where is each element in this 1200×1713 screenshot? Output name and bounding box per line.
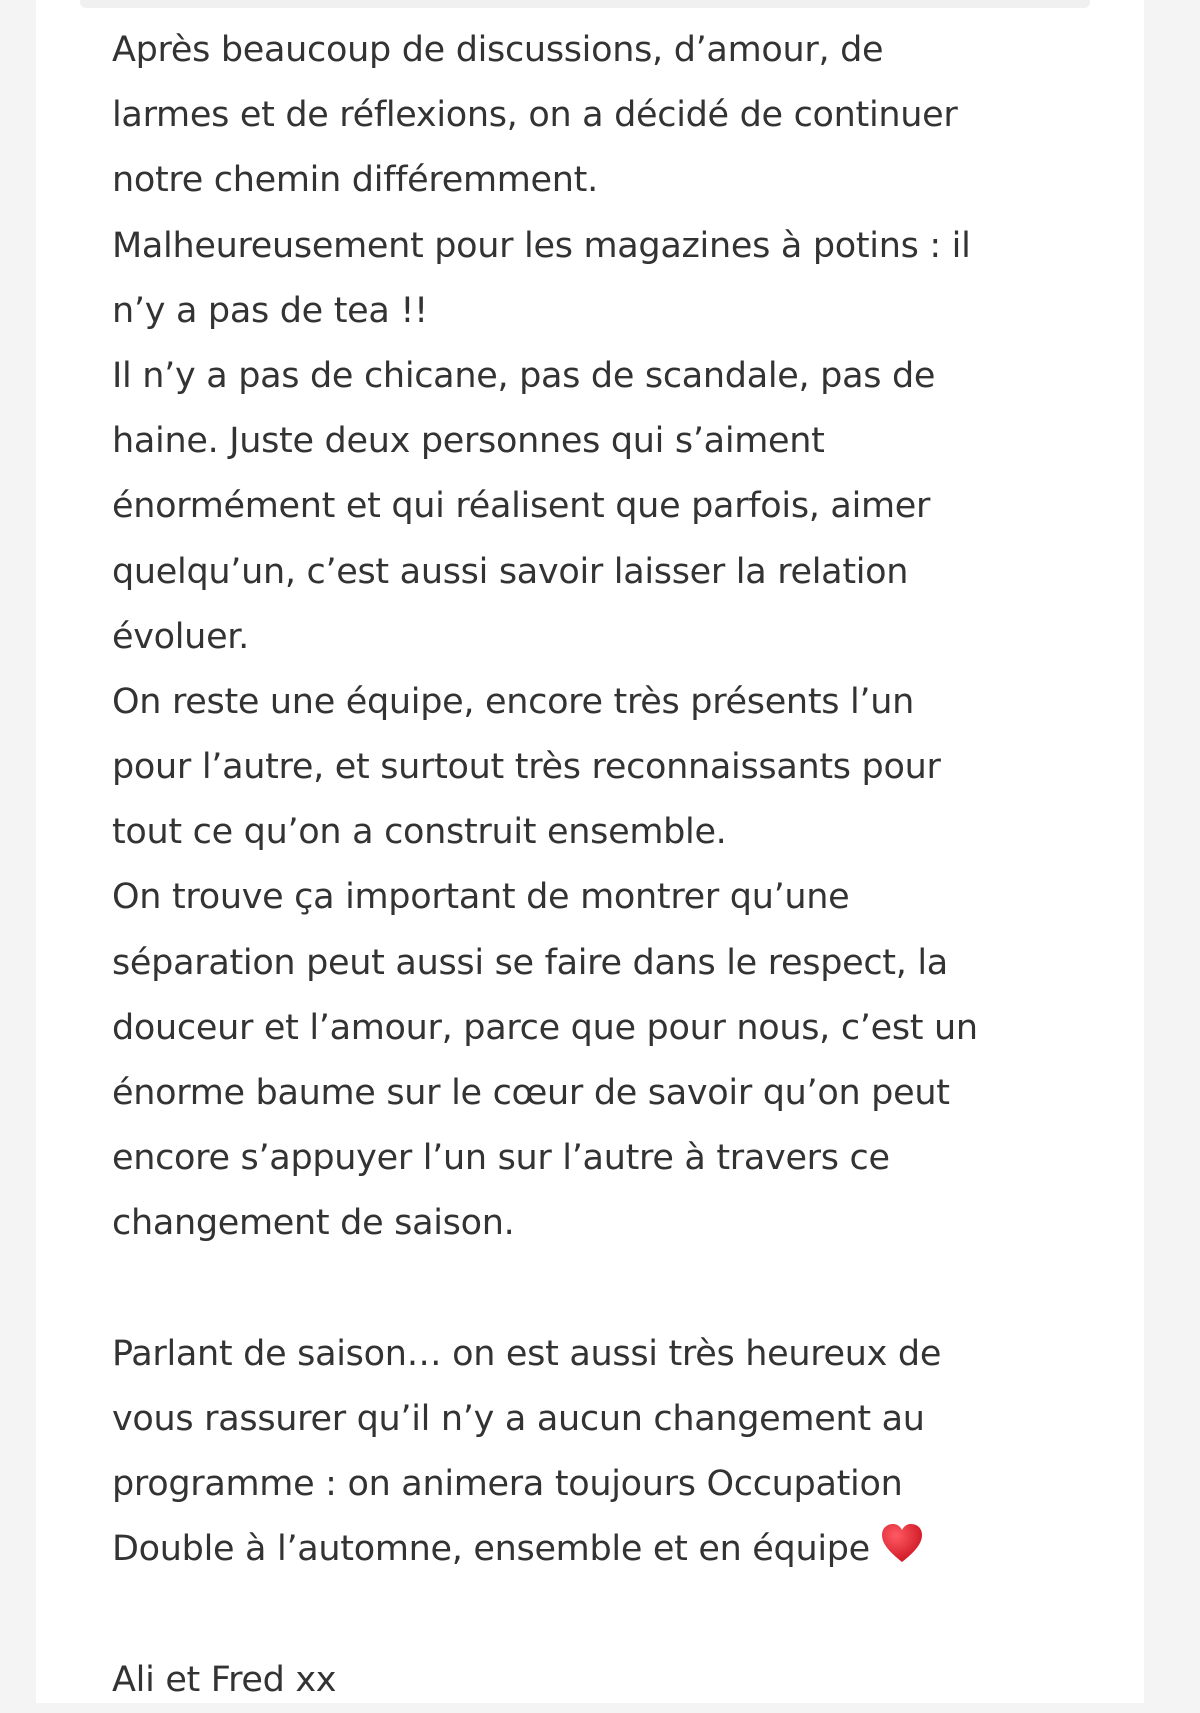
heart-icon — [880, 1521, 924, 1586]
note-line: Après beaucoup de discussions, d’amour, de — [112, 30, 884, 70]
note-line: notre chemin différemment. — [112, 160, 598, 201]
note-line: Il n’y a pas de chicane, pas de scandale, pas de — [112, 355, 936, 396]
paragraph-spacer — [112, 1583, 1112, 1648]
note-line: On trouve ça important de montrer qu’une — [112, 877, 850, 918]
note-line: Malheureusement pour les magazines à potins : il — [112, 225, 971, 266]
note-line: n’y a pas de tea !! — [112, 290, 428, 331]
note-line: vous rassurer qu’il n’y a aucun changement au — [112, 1398, 925, 1439]
note-line-with-heart — [112, 1517, 1112, 1582]
note-line: quelqu’un, c’est aussi savoir laisser la relation — [112, 551, 909, 592]
note-line: Parlant de saison… on est aussi très heureux de — [112, 1333, 942, 1374]
note-line: énorme baume sur le cœur de savoir qu’on peut — [112, 1073, 950, 1113]
note-body — [112, 18, 1112, 1713]
note-line: programme : on animera toujours Occupation — [112, 1464, 903, 1505]
note-line: énormément et qui réalisent que parfois, aimer — [112, 486, 931, 527]
note-line-text: Double à l’automne, ensemble et en équipe — [112, 1529, 870, 1570]
note-line: pour l’autre, et surtout très reconnaissants pour — [112, 747, 941, 788]
note-line: changement de saison. — [112, 1203, 515, 1244]
note-line: haine. Juste deux personnes qui s’aiment — [112, 421, 825, 462]
note-line: séparation peut aussi se faire dans le respect, la — [112, 942, 948, 983]
note-line: encore s’appuyer l’un sur l’autre à travers ce — [112, 1138, 890, 1179]
paragraph-spacer — [112, 1257, 1112, 1322]
note-line: larmes et de réflexions, on a décidé de continuer — [112, 95, 958, 136]
note-line: douceur et l’amour, parce que pour nous, c’est un — [112, 1007, 978, 1048]
note-line: On reste une équipe, encore très présents l’un — [112, 681, 915, 722]
top-edge-strip — [80, 0, 1090, 8]
note-line: évoluer. — [112, 616, 250, 657]
signature: Ali et Fred xx — [112, 1659, 337, 1700]
note-line: tout ce qu’on a construit ensemble. — [112, 812, 727, 853]
